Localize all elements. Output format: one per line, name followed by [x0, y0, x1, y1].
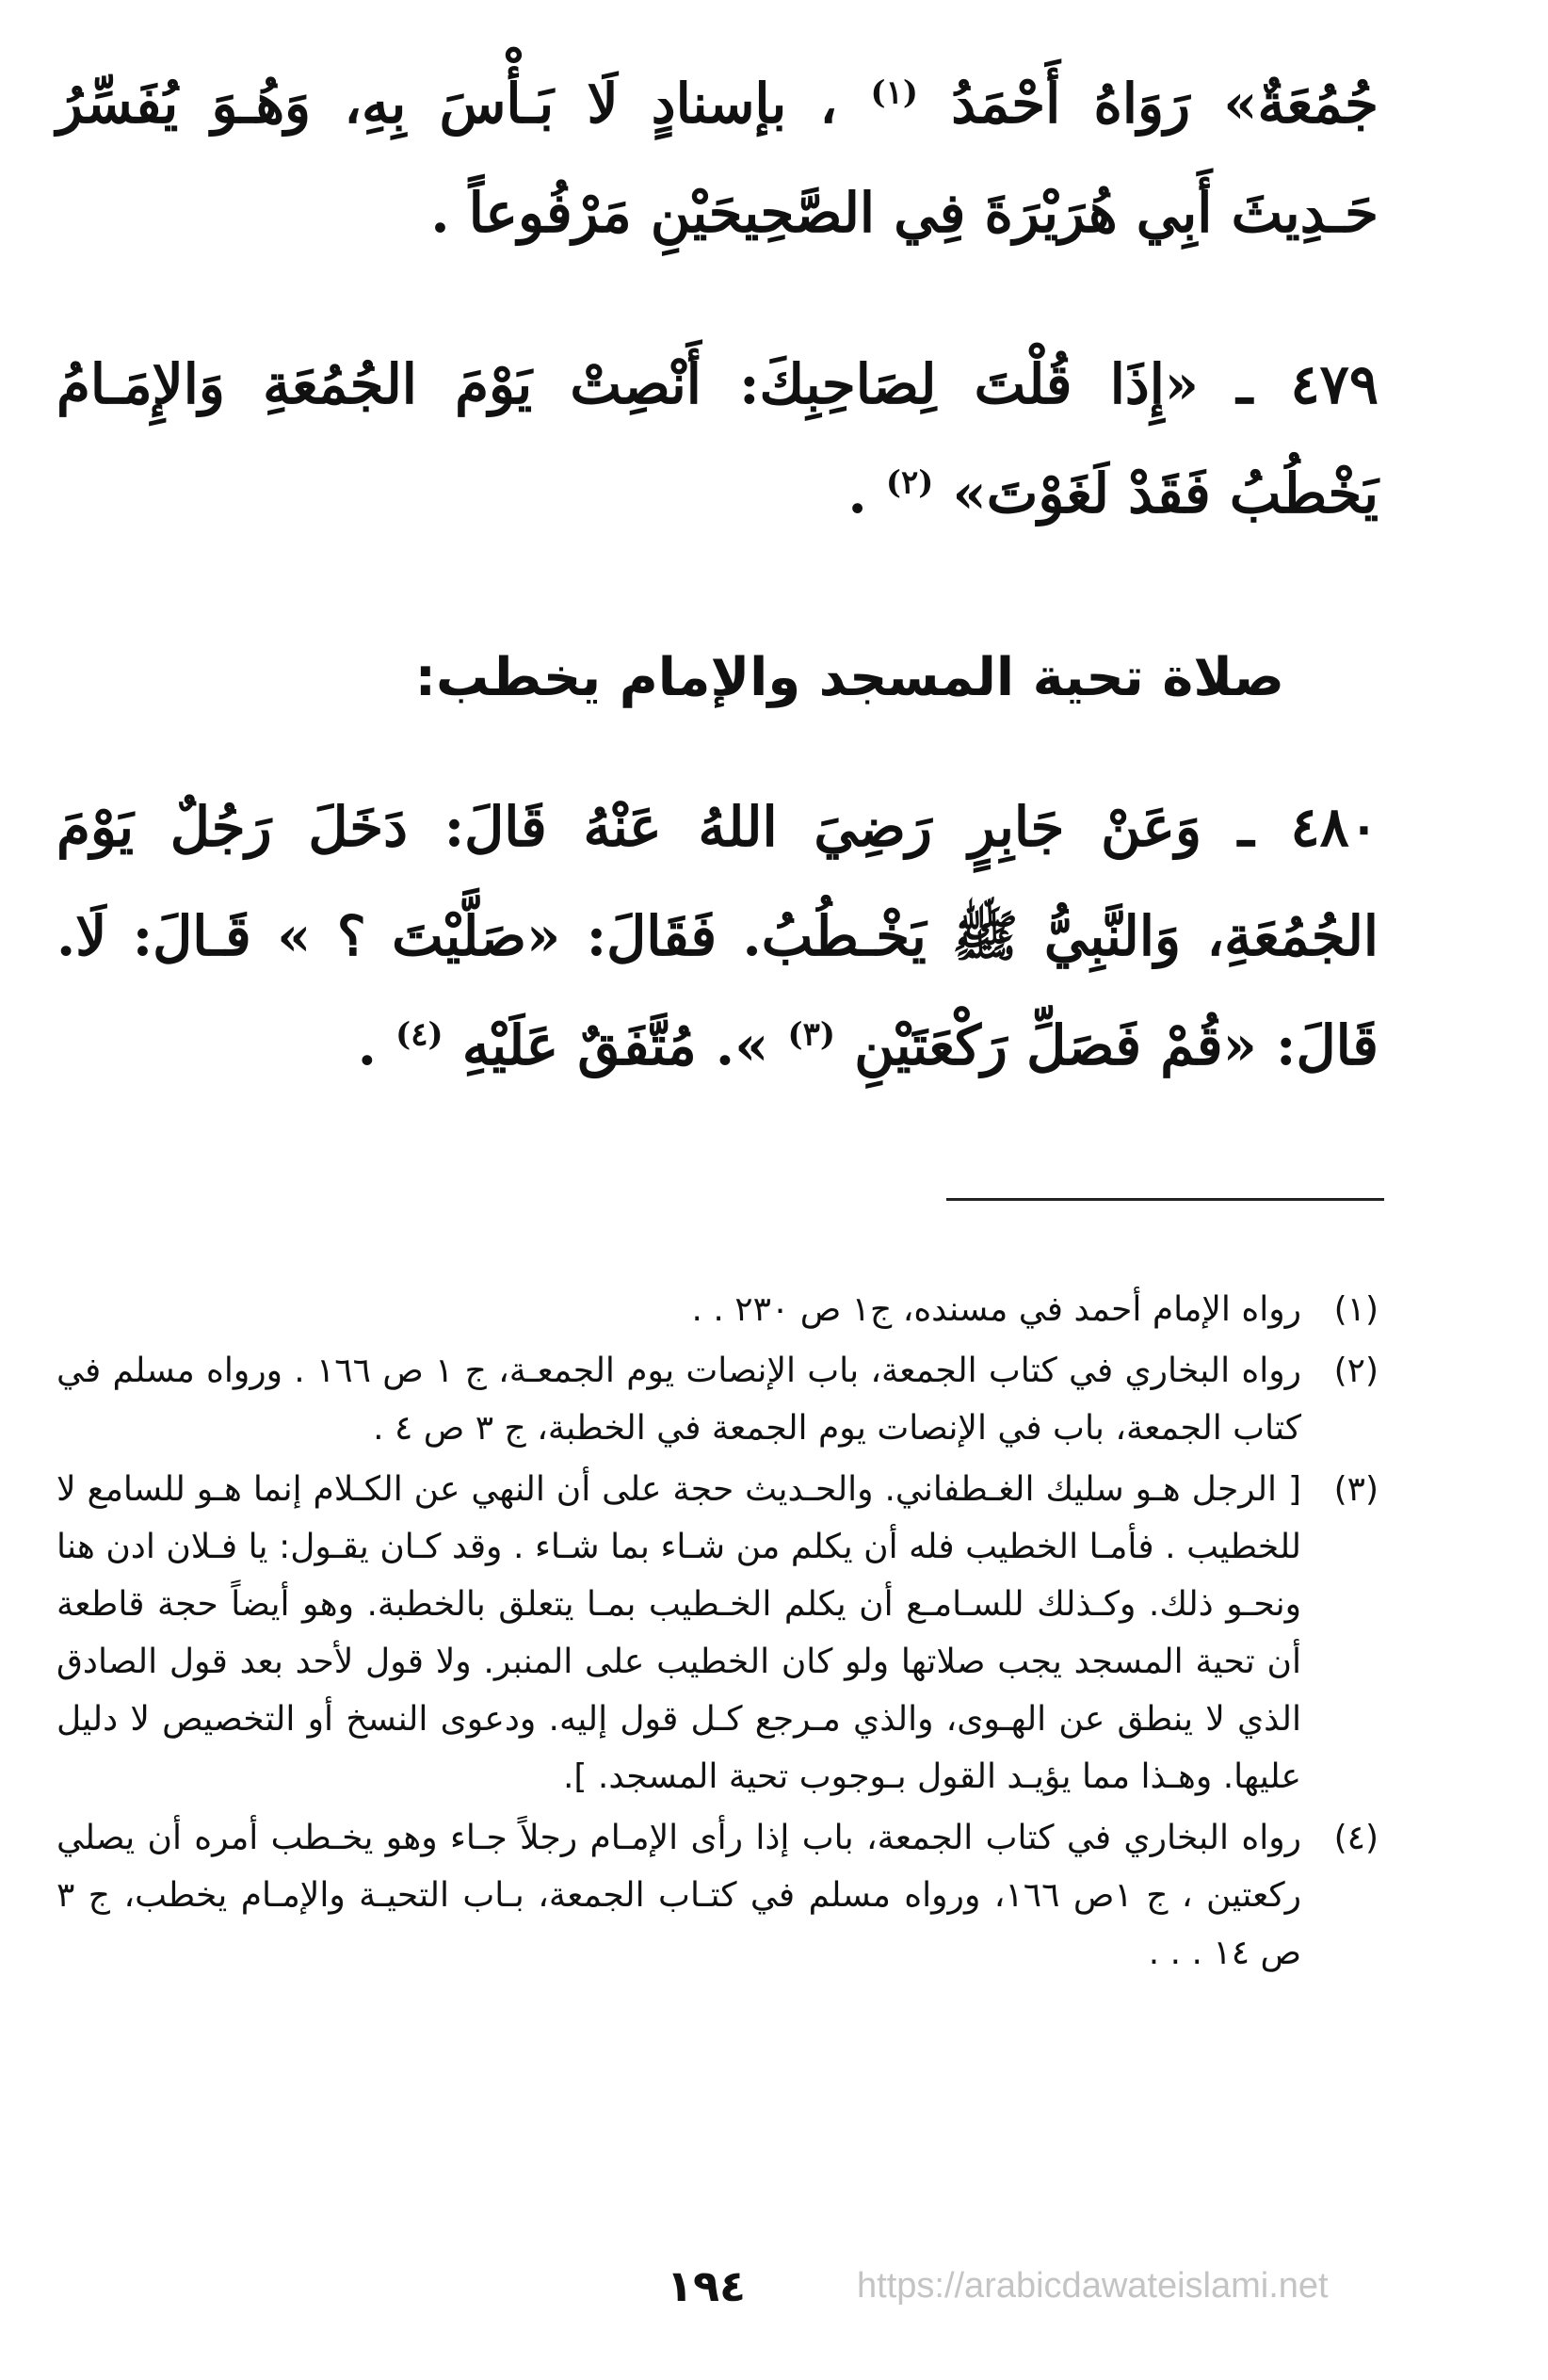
footnote-ref-2[interactable]: (٢)	[885, 463, 934, 502]
hadith-text-mid: ». مُتَّفَقٌ عَلَيْهِ	[461, 1013, 769, 1077]
footnote-4	[56, 1809, 1379, 1982]
footnote-number: (٤)	[1333, 1819, 1379, 1857]
section-heading: صلاة تحية المسجد والإمام يخطب:	[414, 647, 1284, 708]
footnotes	[56, 1281, 1379, 1985]
footnote-ref-1[interactable]: (١)	[870, 73, 918, 112]
watermark-url[interactable]: https://arabicdawateislami.net	[857, 2266, 1329, 2306]
footnote-divider	[946, 1198, 1384, 1201]
footnote-2	[56, 1342, 1379, 1457]
footnote-text: رواه البخاري في كتاب الجمعة، باب إذا رأى الإمـام رجلاً جـاء وهو يخـطب أمره أن يصلي ركعتين ، ج ١ص ١٦٦، ورواه مسلم في كتـاب الجمعة، بـاب التحيـة والإمـام يخطب، ج ٣ ص ١٤ . . .	[56, 1819, 1301, 1972]
paragraph-text-rest: ، بإسنادٍ لَا بَـأْسَ بِهِ، وَهُـوَ يُفَسِّرُ حَـدِيثَ أَبِي هُرَيْرَةَ فِي الصَّحِيحَيْنِ مَرْفُوعاً .	[56, 72, 1379, 245]
hadith-number: ٤٨٠	[1290, 795, 1379, 859]
page-number: ١٩٤	[666, 2260, 747, 2311]
hadith-text: ـ «إِذَا قُلْتَ لِصَاحِبِكَ: أَنْصِتْ يَوْمَ الجُمُعَةِ وَالإِمَـامُ يَخْطُبُ فَقَدْ لَغَوْتَ»	[56, 352, 1379, 526]
footnote-number: (١)	[1333, 1290, 1379, 1329]
hadith-text: ـ وَعَنْ جَابِرٍ رَضِيَ اللهُ عَنْهُ قَالَ: دَخَلَ رَجُلٌ يَوْمَ الجُمُعَةِ، وَالنَّبِيُّ ﷺ يَخْـطُبُ. فَقَالَ: «صَلَّيْتَ ؟ » قَـالَ: لَا. قَالَ: «قُمْ فَصَلِّ رَكْعَتَيْنِ	[56, 795, 1379, 1077]
footnote-text: رواه الإمام أحمد في مسنده، ج١ ص ٢٣٠ . .	[691, 1290, 1301, 1329]
footnote-text: رواه البخاري في كتاب الجمعة، باب الإنصات يوم الجمعـة، ج ١ ص ١٦٦ . ورواه مسلم في كتاب الجمعة، باب في الإنصات يوم الجمعة في الخطبة، ج ٣ ص ٤ .	[56, 1352, 1301, 1448]
hadith-479	[56, 330, 1379, 548]
hadith-number: ٤٧٩	[1290, 352, 1379, 416]
footnote-3	[56, 1461, 1379, 1805]
footnote-text: [ الرجل هـو سليك الغـطفاني. والحـديث حجة على أن النهي عن الكـلام إنما هـو للسامع لا للخطيب . فأمـا الخطيب فله أن يكلم من شـاء بما شـاء . وقد كـان يقـول: يا فـلان ادن هنا ونحـو ذلك. وكـذلك للسـامـع أن يكلم الخـطيب بمـا يتعلق بالخطبة. وهو أيضاً حجة قاطعة أن تحية المسجد يجب صلاتها ولو كان الخطيب على المنبر. ولا قول لأحد بعد قول الصادق الذي لا ينطق عن الهـوى، والذي مـرجع كـل قول إليه. ودعوى النسخ أو التخصيص لا دليل عليها. وهـذا مما يؤيـد القول بـوجوب تحية المسجد. ].	[56, 1470, 1301, 1796]
hadith-end: .	[357, 1013, 377, 1077]
hadith-end: .	[847, 461, 867, 526]
footnote-1	[56, 1281, 1379, 1338]
hadith-480	[56, 772, 1379, 1100]
paragraph-continuation	[56, 49, 1379, 267]
footnote-number: (٣)	[1333, 1470, 1379, 1509]
footnote-ref-4[interactable]: (٤)	[395, 1015, 443, 1054]
footnote-ref-3[interactable]: (٣)	[787, 1015, 835, 1054]
paragraph-text: جُمُعَةٌ» رَوَاهُ أَحْمَدُ	[951, 72, 1379, 136]
footnote-number: (٢)	[1333, 1352, 1379, 1390]
